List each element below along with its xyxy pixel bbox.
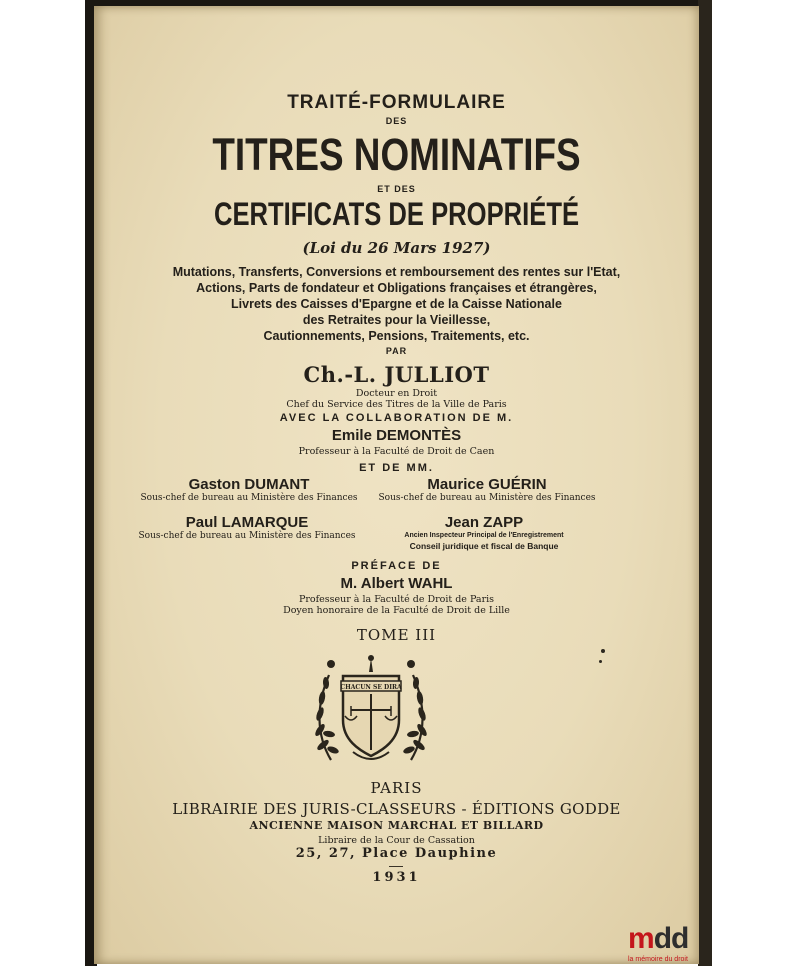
collaborator-name: Emile DEMONTÈS xyxy=(331,427,462,444)
publication-year: 1931 xyxy=(372,870,421,885)
preface-author-credentials xyxy=(94,594,699,616)
subtitle: CERTIFICATS DE PROPRIÉTÉ xyxy=(213,196,580,232)
contributor-name: Jean ZAPP xyxy=(444,514,524,531)
et-de-mm-label: ET DE MM. xyxy=(359,462,434,474)
contributor-zapp xyxy=(384,514,584,552)
contributor-dumant xyxy=(134,476,364,504)
law-reference: (Loi du 26 Mars 1927) xyxy=(302,239,491,257)
author-degree: Docteur en Droit xyxy=(355,388,438,399)
description-line: Mutations, Transferts, Conversions et remboursement des rentes sur l'Etat, xyxy=(172,265,621,279)
publisher-name: LIBRAIRIE DES JURIS-CLASSEURS - ÉDITIONS GODDE xyxy=(172,800,621,818)
publisher-former-name: ANCIENNE MAISON MARCHAL ET BILLARD xyxy=(249,819,544,832)
contributor-guerin xyxy=(372,476,602,504)
publisher-emblem-icon xyxy=(311,650,431,768)
contributor-role: Sous-chef de bureau au Ministère des Finances xyxy=(378,493,596,503)
preface-author-line2: Doyen honoraire de la Faculté de Droit de Lille xyxy=(283,605,510,616)
preface-label: PRÉFACE DE xyxy=(351,560,442,572)
description-line: Livrets des Caisses d'Epargne et de la Caisse Nationale xyxy=(231,297,562,311)
contributor-name: Gaston DUMANT xyxy=(188,476,310,493)
preface-author-line1: Professeur à la Faculté de Droit de Paris xyxy=(298,594,495,605)
collaboration-label: AVEC LA COLLABORATION DE M. xyxy=(279,412,514,424)
title-page xyxy=(94,6,699,964)
collaborator-role: Professeur à la Faculté de Droit de Caen xyxy=(298,446,495,457)
description-line: des Retraites pour la Vieillesse, xyxy=(302,313,491,327)
par-label: PAR xyxy=(385,346,408,356)
logo-tagline: la mémoire du droit xyxy=(628,956,688,963)
contributor-name: Maurice GUÉRIN xyxy=(427,476,547,493)
contributor-role: Sous-chef de bureau au Ministère des Finances xyxy=(138,531,356,541)
et-des-label: ET DES xyxy=(377,184,416,194)
publisher-address: 25, 27, Place Dauphine xyxy=(295,846,498,861)
divider xyxy=(389,866,403,867)
watermark-logo xyxy=(628,922,708,972)
author-credentials xyxy=(94,388,699,410)
publication-city: PARIS xyxy=(370,779,423,797)
publisher-note: Libraire de la Cour de Cassation xyxy=(318,835,475,846)
contributor-role: Sous-chef de bureau au Ministère des Finances xyxy=(140,493,358,503)
main-title: TITRES NOMINATIFS xyxy=(212,129,581,180)
contributor-role: Ancien Inspecteur Principal de l'Enregistrement xyxy=(404,532,564,539)
right-page-edge xyxy=(698,0,712,966)
description xyxy=(94,264,699,344)
volume-label: TOME III xyxy=(356,626,437,644)
contributor-lamarque xyxy=(132,514,362,542)
contributor-role-2: Conseil juridique et fiscal de Banque xyxy=(409,541,559,551)
preface-author-name: M. Albert WAHL xyxy=(340,575,453,592)
author-name: Ch.-L. JULLIOT xyxy=(303,362,490,387)
description-line: Actions, Parts de fondateur et Obligations françaises et étrangères, xyxy=(196,281,597,295)
description-line: Cautionnements, Pensions, Traitements, etc. xyxy=(263,329,530,343)
logo-text: mdd xyxy=(628,922,689,955)
heading: TRAITÉ-FORMULAIRE xyxy=(287,92,506,113)
ink-speck xyxy=(601,649,605,653)
ink-speck xyxy=(599,660,602,663)
des-label: DES xyxy=(385,116,408,126)
author-position: Chef du Service des Titres de la Ville de Paris xyxy=(286,399,507,410)
emblem-motto: CHACUN SE DIRA xyxy=(340,684,402,691)
contributor-name: Paul LAMARQUE xyxy=(185,514,309,531)
